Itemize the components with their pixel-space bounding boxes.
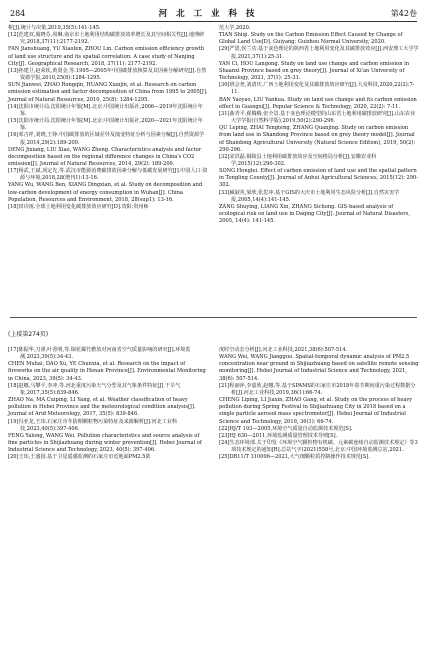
reference-entry xyxy=(219,46,419,60)
references-lower-right xyxy=(219,347,419,462)
reference-entry xyxy=(219,204,419,225)
reference-entry xyxy=(8,454,208,461)
reference-text: 析[J].统计与决策,2019,35(5):141-145. xyxy=(8,25,101,31)
reference-text: 陈振华,刀谬,叶香明,等.烟花爆竹燃放对河南省空气质量影响的研究[J].环境监测,2023,39(5):34-43. xyxy=(18,347,191,361)
page-header xyxy=(10,6,417,20)
page-number: 284 xyxy=(10,8,26,18)
reference-number: [15] xyxy=(8,118,19,125)
reference-entry xyxy=(219,154,419,168)
reference-text: DENG Jixiang, LIU Xiao, WANG Zheng. Characteristics analysis and factor decomposition based on the regional difference changes in China's CO2 emission[J]. Journal of Natural Resources, 2014, 29(2): 189-200. xyxy=(8,146,202,167)
reference-text: BAN Yaoyao, LIU Yanhua. Study on land use change and its carbon emission effect in Guangxi[J]. Popular Science & Technology, 2020, 22(2): 7-11. xyxy=(219,96,417,110)
references-upper-right xyxy=(219,25,419,225)
reference-number: [17] xyxy=(8,347,19,353)
reference-text: HJ 630—2011,环境监测质量管理技术导则[S]. xyxy=(229,432,338,439)
reference-entry xyxy=(219,190,419,204)
reference-text: TIAN Shiqi. Study on the Carbon Emission Effect Caused by Change of Global Land Use[D]. Guiyang: Guizhou Normal University, 2020. xyxy=(219,32,403,46)
reference-number: [24] xyxy=(219,440,230,447)
reference-text: CHENG Liping, LI Jiaxin, ZHAO Gang, et al. Study on the process of heavy pollution during Spring Festival in Shijiazhuang City in 2018 based on a single particle aerosol mass spectrometer[J]. Hebei Journal of Industrial Science and Technology, 2019, 36(1): 66-74. xyxy=(219,397,413,425)
reference-entry xyxy=(219,61,419,82)
references-upper-left xyxy=(8,25,208,211)
reference-text: ZANG Shuying, LIANG Xin, ZHANG Sichong. GIS-based analysis of ecological risk on land use in Daqing City[J]. Journal of Natural Disasters, 2005, 14(4): 141-145. xyxy=(219,203,410,225)
reference-entry xyxy=(8,104,208,118)
reference-number: [29] xyxy=(219,46,230,53)
reference-entry xyxy=(219,97,419,111)
section-divider xyxy=(10,317,417,318)
reference-entry xyxy=(219,125,419,154)
reference-text: 冯亚龙,王玮.石家庄市冬防期颗粒物污染特征及来源解析[J].河北工业科技,2023,40(5):397-406. xyxy=(18,418,178,432)
reference-number: [13] xyxy=(8,67,19,74)
reference-entry xyxy=(219,111,419,125)
reference-text: QU Leping, ZHAI Tengteng, ZHANG Quanjing. Study on carbon emission from land use in Shandong Province based on grey theory model[J]. Journal of Shandong Agricultural University (Natural Science Edition), 2019, 50(2): 290-296. xyxy=(219,125,416,153)
reference-entry xyxy=(219,426,419,433)
reference-text: 沈阳市统计局.沈阳统计年鉴[M].北京:中国统计出版社,2020—2021年沈阳统计年鉴. xyxy=(18,118,203,132)
reference-number: [18] xyxy=(8,382,19,389)
reference-text: SUN Jianwei, ZHAO Rongqin, HUANG Xianjin, et al. Research on carbon emission estimation and factor decomposition of China from 1995 to 2005[J]. Journal of Natural Resources, 2010, 25(8): 1284-1295. xyxy=(8,82,208,103)
reference-text: 范大学,2020. xyxy=(219,25,251,31)
reference-entry xyxy=(8,347,208,361)
reference-text: 杨武,王斌,项定先,等.武汉市能源消费碳排放因素分解与低碳发展研究[J].中国人口·资源与环境,2018,28(增刊1):13-16. xyxy=(18,168,208,182)
reference-entry xyxy=(219,25,419,32)
reference-text: 赵娜,马攀平,李冲,等.河北重度污染天气分型及其气象条件特征[J].干旱气象,2017,35(5):839-846. xyxy=(18,382,181,396)
reference-number: [17] xyxy=(8,168,19,175)
reference-text: CHEN Muhai, DAO Xu, YE Chunxia, et al. Research on the impact of fireworks on the air quality in Henan Province[J]. Environmental Monitoring in China, 2023, 39(5): 34-43. xyxy=(8,361,206,382)
reference-entry xyxy=(219,32,419,46)
reference-number: [19] xyxy=(8,418,19,425)
reference-entry xyxy=(219,454,419,461)
reference-text: ZHAO Na, MA Cuiping, LI Yang, et al. Weather classification of heavy pollution in Hebei Province and the meteorological condition analysis[J]. Journal of Arid Meteorology, 2017, 35(5): 839-846. xyxy=(8,397,196,418)
reference-entry xyxy=(8,397,208,418)
reference-entry xyxy=(8,147,208,168)
reference-entry xyxy=(219,440,419,454)
reference-text: 沈阳市统计局.沈阳统计年鉴[M].北京:中国统计出版社,2006—2019年沈阳统计年鉴. xyxy=(18,103,203,117)
reference-text: 曲青平,翟腾腾,张全景.基于灰色理论模型的山东省土地利用碳排放研究[J].山东农业大学学报(自然科学版),2019,50(2):290-296. xyxy=(229,110,416,125)
reference-text: 范建双,虞晓芬,周琳.南京市土地利用结构碳排放效率增长及其空间相关性[J].地理研究,2018,37(11):2177-2192. xyxy=(18,32,205,46)
reference-entry xyxy=(8,132,208,146)
reference-entry xyxy=(8,46,208,67)
volume-label: 第42卷 xyxy=(390,8,417,18)
reference-entry xyxy=(8,32,208,46)
reference-entry xyxy=(8,361,208,382)
reference-entry xyxy=(8,182,208,203)
reference-number: [21] xyxy=(219,382,230,389)
reference-number: [33] xyxy=(219,189,230,196)
reference-text: 臧淑英,梁欣,张思冲.基于GIS的大庆市土地利用生态风险分析[J].自然灾害学报,2005,14(4):141-145. xyxy=(229,189,400,203)
reference-text: 邓吉祥,刘晓,王铮.中国碳排放的区域差异及演变特征分析与因素分解[J].自然资源学报,2014,29(2):189-200. xyxy=(18,132,205,146)
reference-number: [18] xyxy=(8,203,19,210)
reference-entry xyxy=(219,397,419,426)
reference-entry xyxy=(8,82,208,103)
reference-text: DB11/T 310006—2021,大气细颗粒质控制操作技术规范[S]. xyxy=(229,454,371,461)
reference-text: YAN Ci, HOU Langong. Study on land use change and carbon emission in Shaanxi Province based on grey theory[J]. Journal of Xi'an University of Technology, 2021, 37(1): 25-31. xyxy=(219,60,410,82)
reference-entry xyxy=(8,383,208,397)
reference-number: [20] xyxy=(8,454,19,461)
reference-text: HJ/T 193—2005,环境空气质量自动监测技术规范[S]. xyxy=(229,425,353,432)
reference-entry xyxy=(8,419,208,433)
reference-text: 田诗雨.全球土地利用变化碳排放效应研究[D].贵阳:贵州师 xyxy=(18,203,149,210)
reference-number: [23] xyxy=(219,432,230,439)
reference-text: 严恩,侯兰功.基于灰色理论的陕西省土地利用变化及其碳排放效应[J].西安理工大学学报,2021,37(1):25-31. xyxy=(229,46,419,60)
journal-title: 河 北 工 业 科 技 xyxy=(158,9,258,19)
header-rule xyxy=(10,21,417,22)
reference-text: 孙建卫,赵荣钦,黄贤金,等.1995—2005年中国碳排放核算及其因素分解研究[J].自然资源学报,2010,25(8):1284-1295. xyxy=(18,67,207,82)
reference-text: SONG Honglei. Effect of carbon emission of land use and the spatial pattern in Tongling County[J]. Journal of Anhui Agricultural Sciences, 2015(12): 290-302. xyxy=(219,168,418,189)
reference-number: [31] xyxy=(219,110,230,117)
reference-entry xyxy=(219,354,419,383)
reference-number: [32] xyxy=(219,153,230,160)
reference-text: 生态环境部.关于印发《环境空气颗粒物有机碳、元素碳连续自动监测技术规定》等3项技术规定的通知[R].总站气字(2021)558号,北京:中国环境监测总站,2021. xyxy=(229,440,418,454)
reference-number: [25] xyxy=(219,454,230,461)
reference-entry xyxy=(8,68,208,82)
references-lower-left xyxy=(8,347,208,462)
reference-entry xyxy=(8,118,208,132)
reference-entry xyxy=(8,204,208,211)
reference-number: [30] xyxy=(219,82,230,89)
reference-number: [22] xyxy=(219,425,230,432)
continued-from-label: (上接第274页) xyxy=(8,331,49,338)
reference-entry xyxy=(219,383,419,397)
reference-entry xyxy=(8,433,208,454)
reference-number: [14] xyxy=(8,103,19,110)
reference-text: FAN Jianshuang, YU Xiaofen, ZHOU Lin. Carbon emission efficiency growth of land use structure and its spatial correlation: A case study of Nanjing City[J]. Geographical Research, 2018, 37(11): 2177-2192. xyxy=(8,46,205,67)
reference-text: WANG Wei, WANG Jiangguo. Spatial-temporal dynamic analysis of PM2.5 concentration near ground in Shijiazhuang based on satellite remote sensing monitoring[J]. Hebei Journal of Industrial Science and Technology, 2021, 38(6): 507-514. xyxy=(219,354,419,382)
reference-text: 程丽萍,李嘉欣,赵娜,等.基于SPAMS的石家庄市2018年春节期间重污染过程数据分析[J].河北工业科技,2019,36(1):66-74. xyxy=(229,382,416,396)
reference-entry xyxy=(219,168,419,189)
reference-entry xyxy=(219,433,419,440)
reference-text: YANG Wu, WANG Ben, XIANG Dingxian, et al. Study on decomposition and low-carbon development of energy consumption in Wuhan[J]. China Population, Resources and Environment, 2018, 28(sup1): 13-16. xyxy=(8,182,203,203)
reference-entry xyxy=(219,347,419,354)
reference-text: 度时空动态分析[J].河北工业科技,2021,38(6):507-514. xyxy=(219,347,348,353)
reference-text: FENG Yalong, WANG Wei. Pollution characteristics and source analysis of fine particles in Shijiazhuang during winter prevention[J]. Hebei Journal of Industrial Science and Technology, 2023, 40(5): 397-406. xyxy=(8,432,202,454)
reference-text: 宋洪磊.铜陵县土地利用碳排放效应及空间格局分析[J].安徽农业科学,2015(12):290-302. xyxy=(229,153,377,167)
reference-entry xyxy=(219,82,419,96)
reference-number: [12] xyxy=(8,32,19,39)
reference-text: 王玮,王盛国.基于卫星遥感监测的石家庄市近地面PM2.5浓 xyxy=(18,454,151,461)
reference-entry xyxy=(8,168,208,182)
reference-number: [16] xyxy=(8,132,19,139)
reference-text: 班会尧,刘清庆.广西土地利用变化及其碳排放效应研究[J].大众科技,2020,22(2):7-11. xyxy=(229,82,415,96)
